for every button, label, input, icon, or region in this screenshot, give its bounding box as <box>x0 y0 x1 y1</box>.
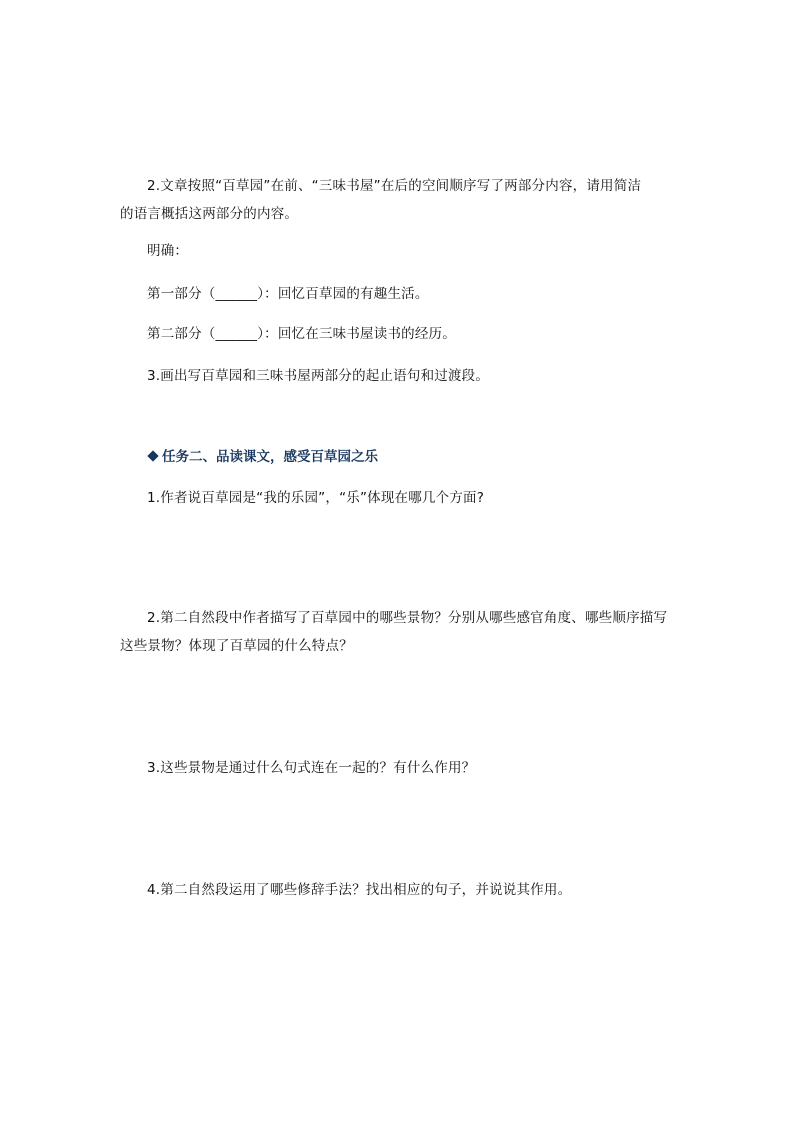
task-2-heading <box>147 451 378 465</box>
question-2-line-2: 的语言概括这两部分的内容。 <box>120 206 299 222</box>
task-2-question-2-line-1: 2.第二自然段中作者描写了百草园中的哪些景物？分别从哪些感官角度、哪些顺序描写 <box>147 610 668 626</box>
answer-label: 明确： <box>147 243 189 259</box>
task-2-question-2-line-2: 这些景物？体现了百草园的什么特点？ <box>120 638 353 654</box>
task-2-heading-text: 任务二、品读课文，感受百草园之乐 <box>162 449 378 465</box>
task-2-question-3: 3.这些景物是通过什么句式连在一起的？有什么作用？ <box>147 760 476 776</box>
answer-part-2: 第二部分（______）：回忆在三味书屋读书的经历。 <box>147 326 456 342</box>
question-3: 3.画出写百草园和三味书屋两部分的起止语句和过渡段。 <box>147 368 490 384</box>
task-2-question-1: 1.作者说百草园是“我的乐园”，“乐”体现在哪几个方面? <box>147 490 485 506</box>
question-2-line-1: 2.文章按照“百草园”在前、“三味书屋”在后的空间顺序写了两部分内容，请用简洁 <box>147 178 642 194</box>
task-2-question-4: 4.第二自然段运用了哪些修辞手法？找出相应的句子，并说说其作用。 <box>147 882 572 898</box>
answer-part-1: 第一部分（______）：回忆百草园的有趣生活。 <box>147 286 429 302</box>
diamond-bullet-icon <box>147 450 158 461</box>
